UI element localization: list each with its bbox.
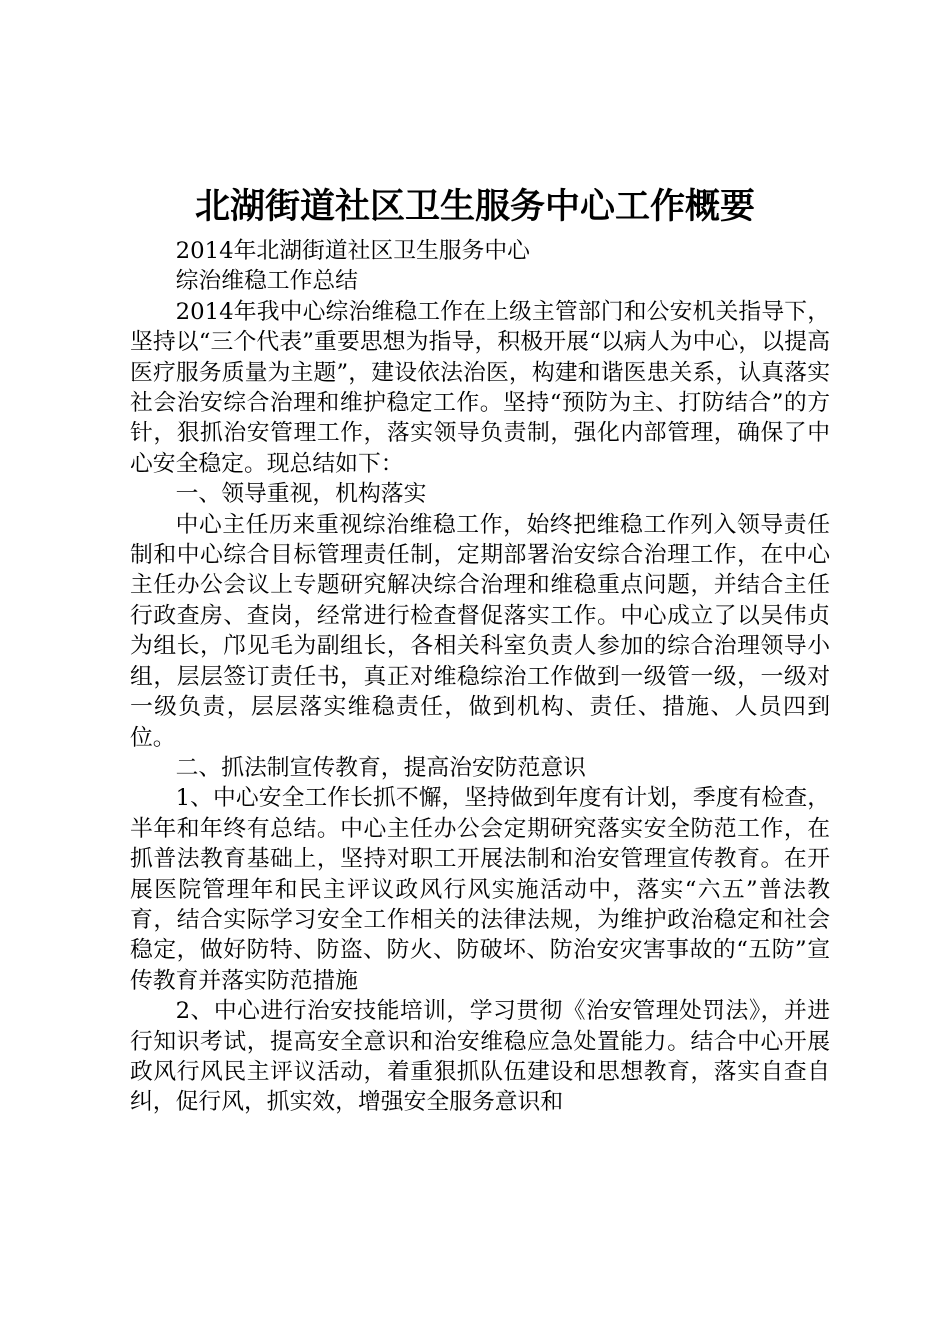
section-heading-1: 一、领导重视，机构落实 (175, 481, 427, 508)
section-heading-2: 二、抓法制宣传教育，提高治安防范意识 (175, 754, 586, 781)
document-title: 北湖街道社区卫生服务中心工作概要 (194, 186, 755, 227)
intro-paragraph: 2014年我中心综治维稳工作在上级主管部门和公安机关指导下，坚持以“三个代表”重要思想为指导，积极开展“以病人为中心，以提高医疗服务质量为主题”，建设依法治医，构建和谐医患关系，认真落实社会治安综合治理和维护稳定工作。坚持“预防为主、打防结合”的方针，狠抓治安管理工作，落实领导负责制，强化内部管理，确保了中心安全稳定。现总结如下： (130, 298, 830, 477)
subtitle-line-1: 2014年北湖街道社区卫生服务中心 (175, 238, 530, 264)
document-body (130, 236, 830, 1118)
section-1-paragraph: 中心主任历来重视综治维稳工作，始终把维稳工作列入领导责任制和中心综合目标管理责任制，定期部署治安综合治理工作，在中心主任办公会议上专题研究解决综合治理和维稳重点问题，并结合主任行政查房、查岗，经常进行检查督促落实工作。中心成立了以吴伟贞为组长，邝见毛为副组长，各相关科室负责人参加的综合治理领导小组，层层签订责任书，真正对维稳综治工作做到一级管一级，一级对一级负责，层层落实维稳责任，做到机构、责任、措施、人员四到位。 (130, 511, 830, 751)
section-2-item-1: 1、中心安全工作长抓不懈，坚持做到年度有计划，季度有检查，半年和年终有总结。中心主任办公会定期研究落实安全防范工作，在抓普法教育基础上，坚持对职工开展法制和治安管理宣传教育。在开展医院管理年和民主评议政风行风实施活动中，落实“六五”普法教育，结合实际学习安全工作相关的法律法规，为维护政治稳定和社会稳定，做好防特、防盗、防火、防破坏、防治安灾害事故的“五防”宣传教育并落实防范措施 (130, 785, 830, 994)
subtitle-line-2: 综治维稳工作总结 (175, 268, 358, 295)
section-2-item-2: 2、中心进行治安技能培训，学习贯彻《治安管理处罚法》，并进行知识考试，提高安全意识和治安维稳应急处置能力。结合中心开展政风行风民主评议活动，着重狠抓队伍建设和思想教育，落实自查自纠，促行风，抓实效，增强安全服务意识和 (130, 998, 830, 1116)
